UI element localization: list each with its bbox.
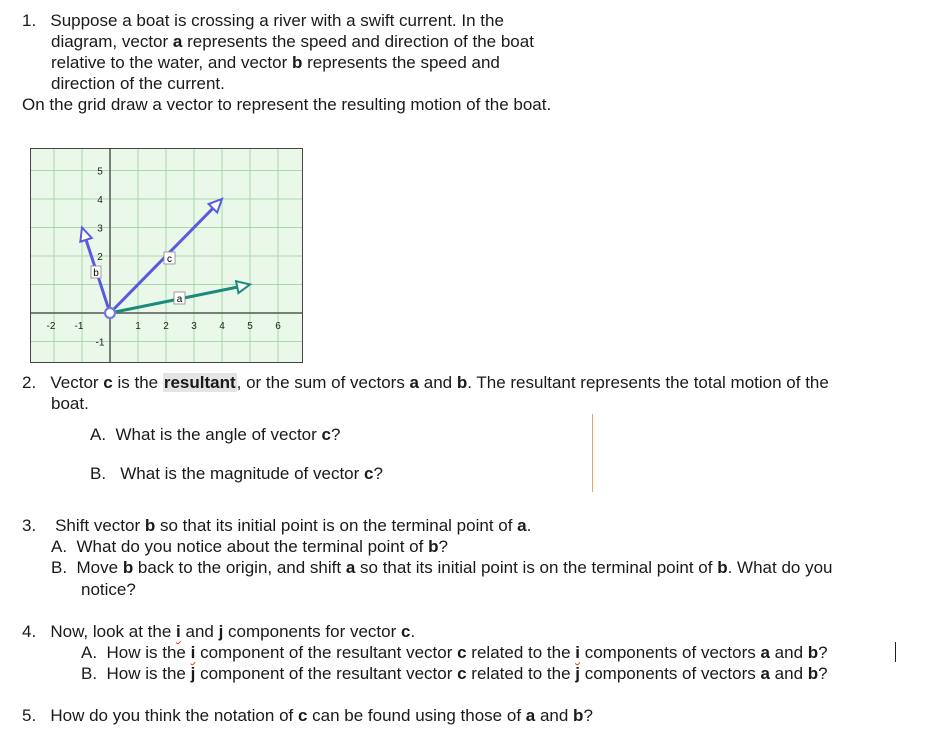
q3-part-b: B. Move b back to the origin, and shift a so that its initial point is on the terminal point of b. What do you [51, 558, 833, 577]
q2-part-b: B. What is the magnitude of vector c? [90, 464, 383, 483]
x-tick-label: 3 [191, 321, 197, 332]
q1-instruction: On the grid draw a vector to represent the resulting motion of the boat. [22, 95, 552, 114]
x-tick-label: 4 [219, 321, 225, 332]
x-tick-label: 5 [247, 321, 253, 332]
q5-line: 5. How do you think the notation of c can be found using those of a and b? [22, 706, 593, 725]
q1-number: 1. [22, 11, 37, 30]
vector-label-b [91, 266, 101, 279]
text-margin-bar [592, 414, 593, 492]
q3-line1: 3. Shift vector b so that its initial point is on the terminal point of a. [22, 516, 532, 535]
y-tick-label: 4 [97, 195, 103, 206]
x-tick-label: 1 [135, 321, 141, 332]
svg-text:c: c [167, 254, 172, 265]
q1-line2: diagram, vector a represents the speed and direction of the boat [51, 32, 534, 51]
q2-part-a: A. What is the angle of vector c? [90, 425, 341, 444]
x-tick-label: -1 [74, 321, 84, 332]
q1-line3: relative to the water, and vector b represents the speed and [51, 53, 500, 72]
q4-line1: 4. Now, look at the i and j components for vector c. [22, 622, 416, 641]
resultant-highlight: resultant [163, 373, 236, 392]
origin-point[interactable] [105, 308, 115, 318]
q3-part-b-line2: notice? [81, 580, 136, 599]
y-tick-label: -1 [95, 337, 105, 349]
q2-line1: 2. Vector c is the resultant, or the sum of vectors a and b. The resultant represents the total motion of the [22, 373, 829, 392]
svg-text:a: a [176, 294, 183, 305]
vector-label-c [164, 252, 175, 265]
y-tick-label: 3 [97, 223, 103, 235]
q1-line4: direction of the current. [51, 74, 225, 93]
vector-grid-graph[interactable] [30, 148, 304, 364]
x-tick-label: 2 [163, 321, 169, 332]
vector-label-a [174, 292, 185, 305]
q4-part-a: A. How is the i component of the resultant vector c related to the i components of vectors a and b? [81, 643, 828, 662]
q4-part-b: B. How is the j component of the resultant vector c related to the j components of vectors a and b? [81, 664, 828, 683]
x-tick-label: 6 [275, 321, 281, 332]
q3-part-a: A. What do you notice about the terminal point of b? [51, 537, 448, 556]
q1-line1: 1. Suppose a boat is crossing a river with a swift current. In the [22, 11, 504, 30]
y-tick-label: 2 [97, 252, 103, 263]
y-tick-label: 5 [97, 166, 103, 178]
text-cursor [895, 642, 896, 662]
x-tick-label: -2 [46, 321, 56, 332]
svg-text:b: b [93, 268, 99, 279]
q2-line2: boat. [51, 394, 89, 413]
